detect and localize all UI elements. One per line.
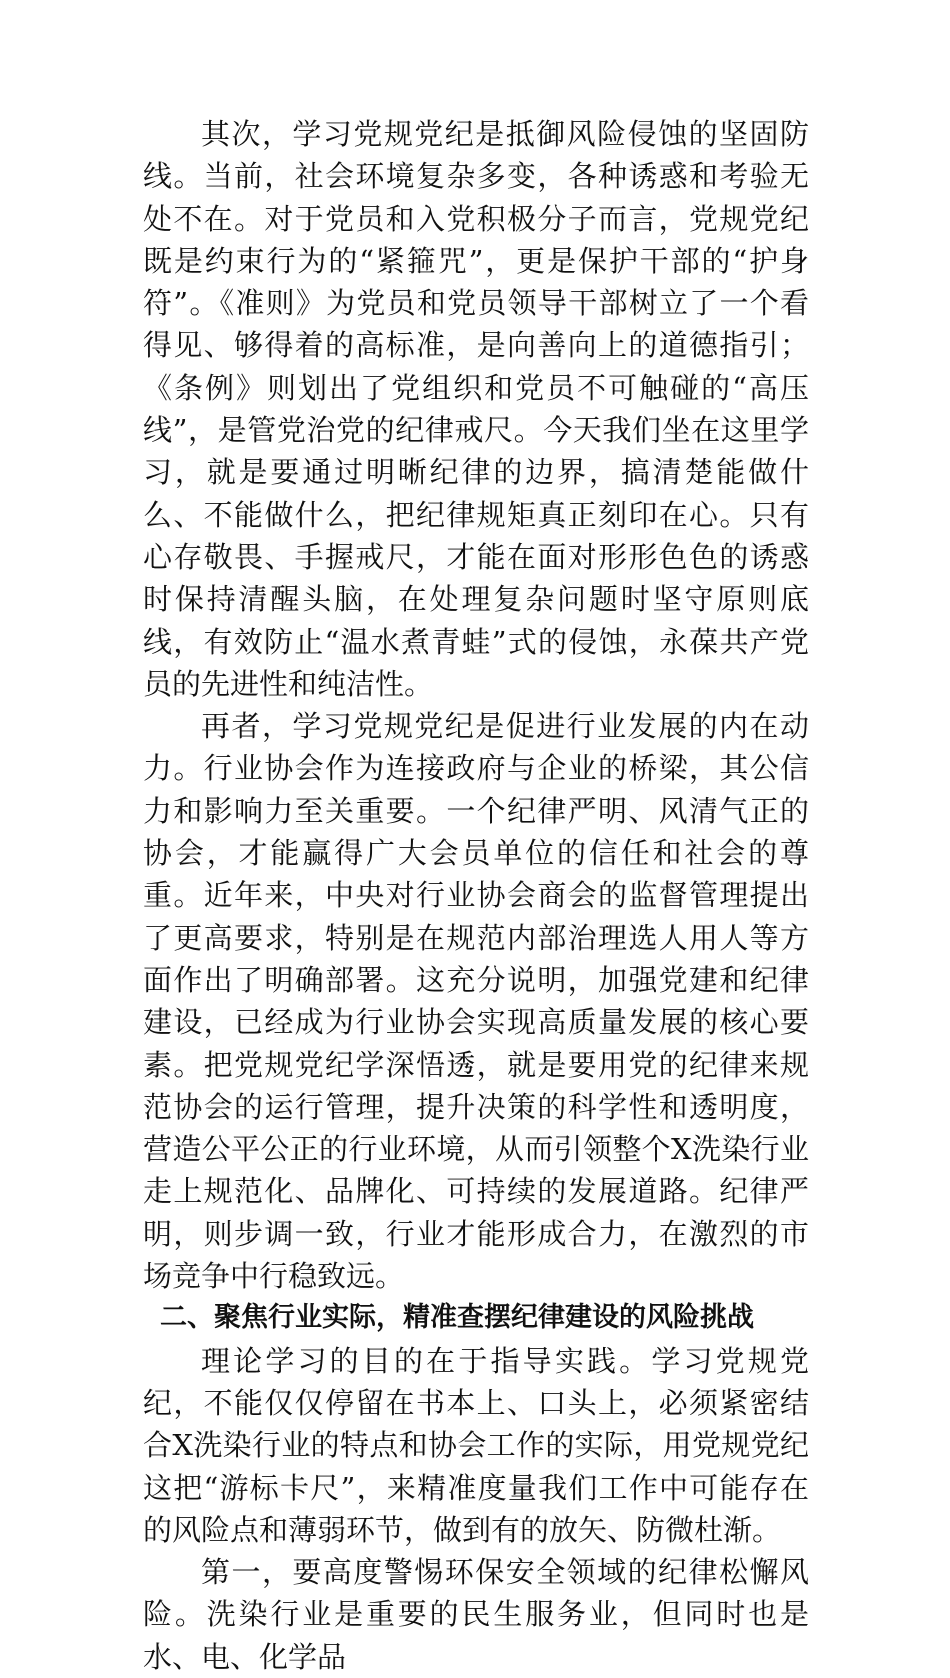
document-body [143, 113, 809, 1678]
body-paragraph: 再者，学习党规党纪是促进行业发展的内在动力。行业协会作为连接政府与企业的桥梁，其公信力和影响力至关重要。一个纪律严明、风清气正的协会，才能赢得广大会员单位的信任和社会的尊重。近年来，中央对行业协会商会的监督管理提出了更高要求，特别是在规范内部治理选人用人等方面作出了明确部署。这充分说明，加强党建和纪律建设，已经成为行业协会实现高质量发展的核心要素。把党规党纪学深悟透，就是要用党的纪律来规范协会的运行管理，提升决策的科学性和透明度，营造公平公正的行业环境，从而引领整个X洗染行业走上规范化、品牌化、可持续的发展道路。纪律严明，则步调一致，行业才能形成合力，在激烈的市场竞争中行稳致远。 [143, 709, 809, 1294]
body-paragraph: 理论学习的目的在于指导实践。学习党规党纪，不能仅仅停留在书本上、口头上，必须紧密结合X洗染行业的特点和协会工作的实际，用党规党纪这把“游标卡尺”，来精准度量我们工作中可能存在的风险点和薄弱环节，做到有的放矢、防微杜渐。 [143, 1343, 809, 1547]
body-paragraph: 第一，要高度警惕环保安全领域的纪律松懈风险。洗染行业是重要的民生服务业，但同时也是水、电、化学品 [143, 1555, 809, 1674]
body-paragraph: 其次，学习党规党纪是抵御风险侵蚀的坚固防线。当前，社会环境复杂多变，各种诱惑和考验无处不在。对于党员和入党积极分子而言，党规党纪既是约束行为的“紧箍咒”，更是保护干部的“护身符”。《准则》为党员和党员领导干部树立了一个看得见、够得着的高标准，是向善向上的道德指引；《条例》则划出了党组织和党员不可触碰的“高压线”，是管党治党的纪律戒尺。今天我们坐在这里学习，就是要通过明晰纪律的边界，搞清楚能做什么、不能做什么，把纪律规矩真正刻印在心。只有心存敬畏、手握戒尺，才能在面对形形色色的诱惑时保持清醒头脑，在处理复杂问题时坚守原则底线，有效防止“温水煮青蛙”式的侵蚀，永葆共产党员的先进性和纯洁性。 [143, 117, 809, 701]
section-heading: 二、聚焦行业实际，精准查摆纪律建设的风险挑战 [160, 1302, 754, 1334]
